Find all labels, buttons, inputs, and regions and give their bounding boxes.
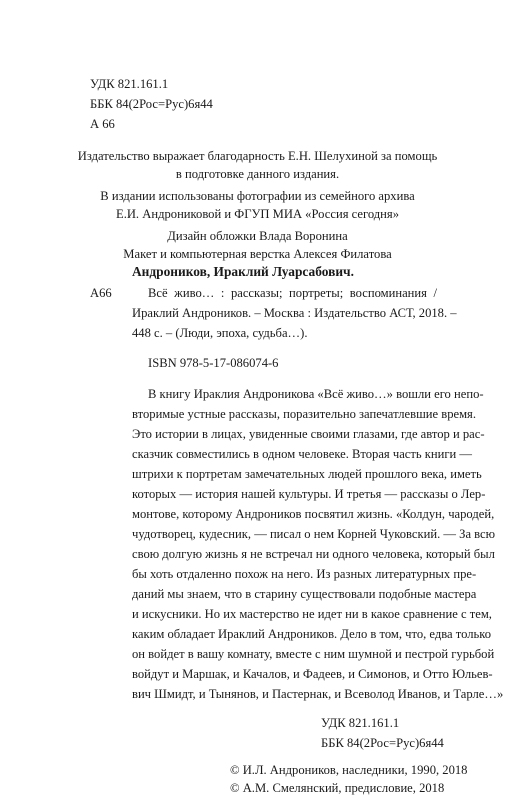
author-mark: А 66 (90, 117, 115, 131)
photos-line-1: В издании использованы фотографии из семейного архива (100, 189, 415, 203)
udk-code: УДК 821.161.1 (90, 77, 169, 91)
copyright-line-2: © А.М. Смелянский, предисловие, 2018 (230, 781, 445, 795)
annotation-line-2: вторимые устные рассказы, поразительно запечатлевшие время. (132, 407, 477, 421)
annotation-line-5: штрихи к портретам замечательных людей прошлого века, иметь (132, 467, 482, 481)
bbk-code: ББК 84(2Рос=Рус)6я44 (90, 97, 213, 111)
thanks-line-2: в подготовке данного издания. (175, 167, 340, 181)
annotation-line-16: вич Шмидт, и Тынянов, и Пастернак, и Всеволод Иванов, и Тарле…» (132, 687, 504, 701)
title-line-3: 448 с. – (Люди, эпоха, судьба…). (132, 326, 308, 340)
annotation-line-6: которых — история нашей культуры. И третья — рассказы о Лер- (132, 487, 486, 501)
title-line-1: Всё живо… : рассказы; портреты; воспоминания / (148, 286, 437, 300)
annotation-line-10: бы хоть отдаленно похож на него. Из разных литературных пре- (132, 567, 477, 581)
thanks-line-1: Издательство выражает благодарность Е.Н. Шелухиной за помощь (77, 149, 438, 163)
annotation-line-1: В книгу Ираклия Андроникова «Всё живо…» вошли его непо- (148, 387, 484, 401)
isbn: ISBN 978-5-17-086074-6 (148, 356, 279, 370)
design-line-2: Макет и компьютерная верстка Алексея Филатова (123, 247, 392, 261)
annotation-line-13: каким обладает Ираклий Андроников. Дело в том, что, едва только (132, 627, 492, 641)
copyright-line-1: © И.Л. Андроников, наследники, 1990, 2018 (230, 763, 468, 777)
annotation-line-11: даний мы знаем, что в старину существовали подобные мастера (132, 587, 477, 601)
annotation-line-15: войдут и Маршак, и Качалов, и Фадеев, и Симонов, и Отто Юльев- (132, 667, 493, 681)
title-line-2: Ираклий Андроников. – Москва : Издательство АСТ, 2018. – (132, 306, 457, 320)
photos-line-2: Е.И. Андрониковой и ФГУП МИА «Россия сегодня» (116, 207, 399, 221)
annotation-line-14: он войдет в вашу комнату, вместе с ним шумной и пестрой гурьбой (132, 647, 495, 661)
footer-bbk: ББК 84(2Рос=Рус)6я44 (321, 736, 444, 750)
annotation-line-4: сказчик совместились в одном человеке. Вторая часть книги — (132, 447, 473, 461)
annotation-line-3: Это истории в лицах, увиденные своими глазами, где автор и рас- (132, 427, 485, 441)
annotation-line-12: и искусники. Но их мастерство не идет ни в какое сравнение с тем, (132, 607, 492, 621)
footer-udk: УДК 821.161.1 (321, 716, 400, 730)
catalog-mark: А66 (90, 286, 112, 300)
design-line-1: Дизайн обложки Влада Воронина (167, 229, 348, 243)
author-heading: Андроников, Ираклий Луарсабович. (132, 264, 354, 279)
annotation-line-9: свою долгую жизнь я не встречал ни одного человека, который был (132, 547, 495, 561)
annotation-line-7: монтове, которому Андроников посвятил жизнь. «Колдун, чародей, (132, 507, 495, 521)
annotation-line-8: чудотворец, кудесник, — писал о нем Корней Чуковский. — За всю (132, 527, 496, 541)
